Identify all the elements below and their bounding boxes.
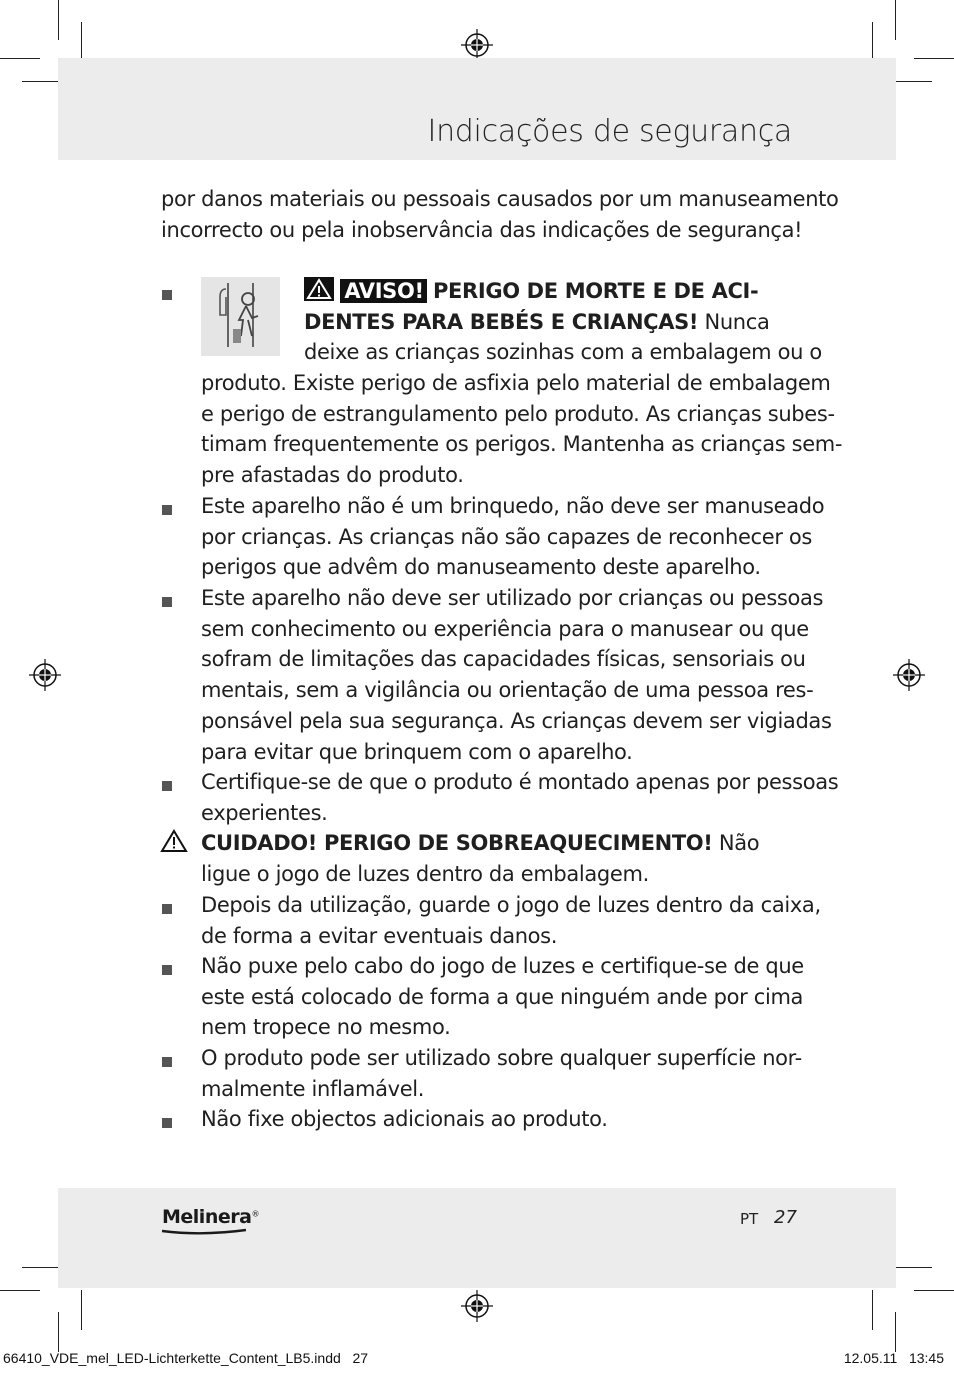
- list-item-line: Este aparelho não é um brinquedo, não deve ser manuseado: [201, 494, 825, 518]
- list-item: [201, 1043, 801, 1104]
- intro-line: incorrecto ou pela inobservância das indicações de segurança!: [161, 217, 803, 242]
- list-item-line: malmente inflamável.: [201, 1076, 425, 1101]
- list-item: [201, 491, 825, 583]
- bullet-icon: [162, 965, 172, 975]
- caution-block: [201, 828, 801, 889]
- registration-mark-icon: [29, 659, 61, 691]
- bullet-icon: [162, 904, 172, 914]
- intro-paragraph: [161, 184, 839, 245]
- warning-triangle-icon: [160, 829, 188, 853]
- list-item-line: Não puxe pelo cabo do jogo de luzes e certifique-se de que: [201, 954, 804, 978]
- footer-band: [58, 1188, 896, 1288]
- list-item-line: nem tropece no mesmo.: [201, 1015, 451, 1040]
- list-item: [201, 951, 804, 1043]
- list-item-line: para evitar que brinquem com o aparelho.: [201, 739, 633, 764]
- list-item-line: Certifique-se de que o produto é montado apenas por pessoas: [201, 770, 839, 794]
- warning-triangle-icon: [304, 277, 334, 301]
- brand-name: Melinera: [162, 1206, 252, 1228]
- list-item-line: O produto pode ser utilizado sobre qualquer superfície nor-: [201, 1046, 802, 1070]
- caution-heading: CUIDADO! PERIGO DE SOBREAQUECIMENTO!: [201, 831, 713, 855]
- bullet-icon: [162, 505, 172, 515]
- caution-heading-line: [201, 828, 801, 859]
- list-item-line: este está colocado de forma a que ninguém ande por cima: [201, 984, 804, 1009]
- bullet-icon: [162, 597, 172, 607]
- warning-text: Nunca: [698, 309, 770, 334]
- bullet-icon: [162, 781, 172, 791]
- list-item: [201, 1104, 801, 1135]
- warning-text-line: e perigo de estrangulamento pelo produto. As crianças subes-: [201, 401, 835, 426]
- warning-text-line: deixe as crianças sozinhas com a embalagem ou o: [304, 340, 822, 365]
- list-item-line: sem conhecimento ou experiência para o manusear ou que: [201, 616, 809, 641]
- brand-logo: [162, 1206, 259, 1236]
- bullet-icon: [162, 1118, 172, 1128]
- crop-mark: [58, 1312, 59, 1352]
- registration-mark-icon: [461, 29, 493, 61]
- crop-mark: [914, 1290, 954, 1291]
- registration-mark-icon: [893, 659, 925, 691]
- warning-text-line: produto. Existe perigo de asfixia pelo material de embalagem: [201, 371, 831, 395]
- crop-mark: [58, 0, 59, 40]
- caution-text: Não: [712, 831, 760, 855]
- warning-text-line: pre afastadas do produto.: [201, 463, 464, 488]
- crop-mark: [872, 22, 873, 62]
- list-item-line: perigos que advêm do manuseamento deste aparelho.: [201, 555, 761, 580]
- crop-mark: [892, 1267, 932, 1268]
- crop-mark: [895, 1312, 896, 1352]
- list-item: [201, 890, 821, 951]
- crop-mark: [0, 58, 40, 59]
- warning-heading: PERIGO DE MORTE E DE ACI-: [433, 279, 759, 303]
- list-item-line: de forma a evitar eventuais danos.: [201, 923, 558, 948]
- crop-mark: [895, 0, 896, 40]
- list-item-line: sofram de limitações das capacidades físicas, sensoriais ou: [201, 647, 806, 672]
- warning-heading: DENTES PARA BEBÉS E CRIANÇAS!: [304, 309, 699, 334]
- warning-block: [304, 276, 822, 368]
- list-item-line: Não fixe objectos adicionais ao produto.: [201, 1107, 608, 1131]
- crop-mark: [22, 1267, 62, 1268]
- crop-mark: [914, 58, 954, 59]
- caution-text-line: ligue o jogo de luzes dentro da embalagem.: [201, 861, 649, 886]
- bullet-icon: [162, 1057, 172, 1067]
- page-title: Indicações de segurança: [427, 114, 792, 149]
- registered-mark: ®: [251, 1209, 260, 1219]
- list-item: [201, 767, 839, 828]
- file-slug: 66410_VDE_mel_LED-Lichterkette_Content_LB5.indd 27: [3, 1350, 369, 1366]
- intro-line: por danos materiais ou pessoais causados por um manuseamento: [161, 187, 839, 211]
- page-number: 27: [774, 1207, 797, 1228]
- list-item-line: Este aparelho não deve ser utilizado por crianças ou pessoas: [201, 586, 824, 610]
- list-item-line: Depois da utilização, guarde o jogo de luzes dentro da caixa,: [201, 893, 821, 917]
- crop-mark: [81, 22, 82, 62]
- aviso-badge: AVISO!: [340, 279, 426, 303]
- list-item-line: ponsável pela sua segurança. As crianças devem ser vigiadas: [201, 708, 832, 733]
- crop-mark: [872, 1290, 873, 1330]
- warning-text-line: timam frequentemente os perigos. Mantenha as crianças sem-: [201, 432, 843, 457]
- footer-language: PT: [740, 1210, 759, 1228]
- list-item-line: mentais, sem a vigilância ou orientação de uma pessoa res-: [201, 678, 814, 703]
- list-item: [201, 583, 832, 767]
- crop-mark: [892, 81, 932, 82]
- child-danger-icon: [201, 277, 280, 356]
- crop-mark: [81, 1290, 82, 1330]
- date-slug: 12.05.11 13:45: [843, 1350, 944, 1366]
- warning-heading-line: [304, 276, 804, 307]
- registration-mark-icon: [461, 1290, 493, 1322]
- list-item-line: por crianças. As crianças não são capazes de reconhecer os: [201, 524, 813, 549]
- bullet-icon: [162, 290, 172, 300]
- list-item-line: experientes.: [201, 800, 328, 825]
- crop-mark: [22, 81, 62, 82]
- brand-swoosh-icon: [162, 1228, 246, 1236]
- child-danger-pictogram: [201, 277, 280, 356]
- warning-heading-line: [304, 307, 804, 338]
- warning-text-block: [201, 368, 843, 491]
- crop-mark: [0, 1290, 40, 1291]
